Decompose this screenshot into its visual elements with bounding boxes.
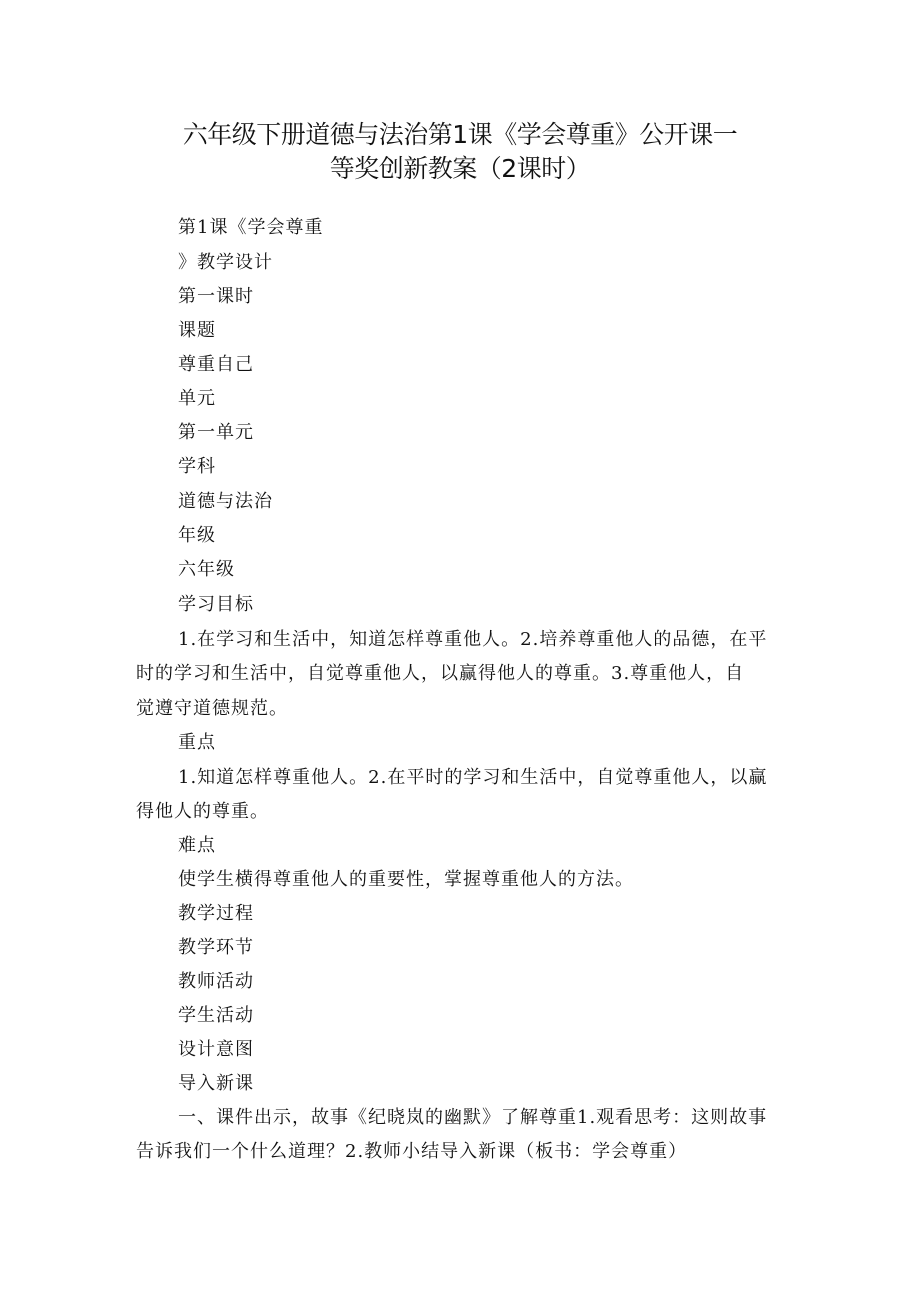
document-title-line-1: 六年级下册道德与法治第1课《学会尊重》公开课一 [182, 120, 738, 149]
process-label: 教学过程 [178, 903, 254, 924]
lesson-heading-line-2: 》教学设计 [178, 252, 273, 273]
topic-value: 尊重自己 [178, 354, 254, 375]
key-points-text-line-2: 得他人的尊重。 [136, 801, 269, 822]
key-points-text-line-1: 1.知道怎样尊重他人。2.在平时的学习和生活中，自觉尊重他人，以赢 [178, 767, 768, 788]
difficulty-text: 使学生横得尊重他人的重要性，掌握尊重他人的方法。 [178, 869, 634, 890]
topic-label: 课题 [178, 320, 216, 341]
goals-text-line-3: 觉遵守道德规范。 [136, 698, 288, 719]
stage-label: 教学环节 [178, 937, 254, 958]
student-activity-label: 学生活动 [178, 1005, 254, 1026]
difficulty-label: 难点 [178, 835, 216, 856]
document-title-line-2: 等奖创新教案（2课时） [329, 154, 591, 183]
goals-text-line-1: 1.在学习和生活中，知道怎样尊重他人。2.培养尊重他人的品德，在平 [178, 629, 768, 650]
goals-text-line-2: 时的学习和生活中，自觉尊重他人，以赢得他人的尊重。3.尊重他人，自 [136, 663, 745, 684]
intro-label: 导入新课 [178, 1073, 254, 1094]
teacher-activity-label: 教师活动 [178, 971, 254, 992]
grade-label: 年级 [178, 525, 216, 546]
design-intent-label: 设计意图 [178, 1039, 254, 1060]
period-label: 第一课时 [178, 286, 254, 307]
subject-value: 道德与法治 [178, 491, 273, 512]
grade-value: 六年级 [178, 559, 235, 580]
unit-label: 单元 [178, 388, 216, 409]
intro-text-line-1: 一、课件出示，故事《纪晓岚的幽默》了解尊重1.观看思考：这则故事 [178, 1107, 768, 1128]
lesson-heading-line-1: 第1课《学会尊重 [178, 217, 324, 238]
intro-text-line-2: 告诉我们一个什么道理？2.教师小结导入新课（板书：学会尊重） [136, 1141, 688, 1162]
goals-label: 学习目标 [178, 594, 254, 615]
key-points-label: 重点 [178, 732, 216, 753]
unit-value: 第一单元 [178, 422, 254, 443]
subject-label: 学科 [178, 456, 216, 477]
